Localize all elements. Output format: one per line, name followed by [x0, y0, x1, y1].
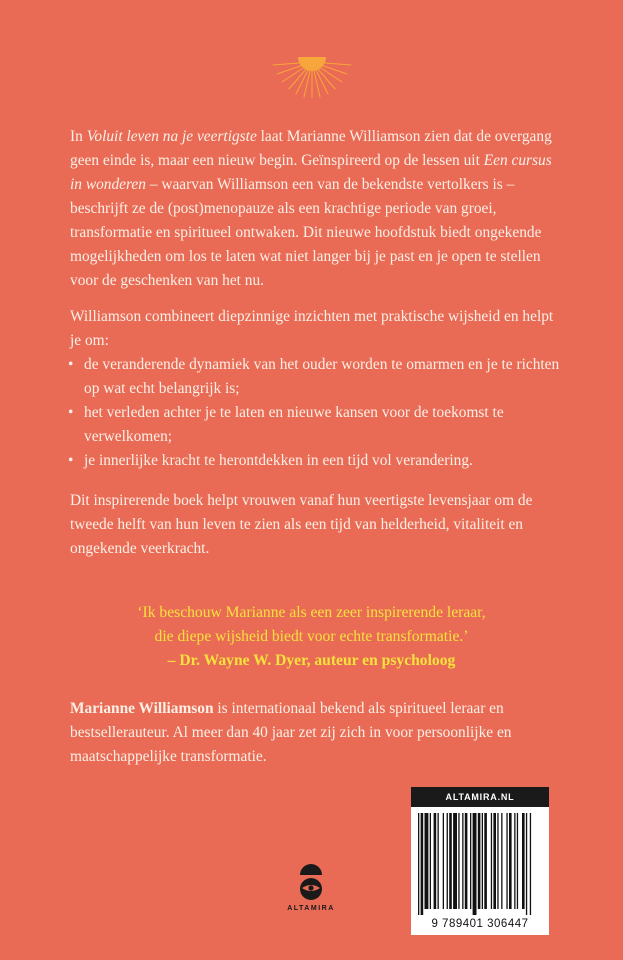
quote-line-1: ‘Ik beschouw Marianne als een zeer inspirerende leraar,: [137, 604, 486, 621]
barcode-bar: [470, 813, 471, 909]
barcode-bar: [526, 813, 527, 915]
list-item: • de veranderende dynamiek van het ouder worden te omarmen en je te richten op wat echt belangrijk is;: [70, 353, 560, 401]
bullet-icon: •: [68, 452, 74, 469]
closing-paragraph: Dit inspirerende boek helpt vrouwen vanaf hun veertigste levensjaar om de tweede helft van hun leven te zien als een tijd van helderheid, vitaliteit en ongekende veerkracht.: [70, 492, 533, 557]
sun-rays-icon: [265, 30, 359, 102]
author-name: Marianne Williamson: [70, 700, 214, 717]
bullet-icon: •: [68, 356, 74, 373]
barcode-bar: [482, 813, 483, 909]
barcode-bar: [491, 813, 492, 909]
barcode-bar: [443, 813, 444, 909]
author-bio-text: is internationaal bekend als spiritueel leraar en bestsellerauteur. Al meer dan 40 jaar zet zij zich in voor persoonlijke en maatschappelijke transformatie.: [70, 700, 512, 765]
barcode-bar: [497, 813, 498, 909]
barcode-bar: [430, 813, 431, 909]
barcode-bar: [438, 813, 439, 909]
intro-in: In: [70, 128, 83, 145]
barcode: [411, 807, 549, 919]
barcode-bar: [447, 813, 448, 909]
quote-line-2: die diepe wijsheid biedt voor echte transformatie.’: [154, 628, 469, 645]
barcode-panel: [411, 787, 549, 935]
barcode-bar: [473, 813, 477, 915]
endorsement-quote: [40, 601, 583, 673]
barcode-bar: [514, 813, 515, 909]
intro-part2: – waarvan Williamson een van de bekendste vertolkers is – beschrijft ze de (post)menopauze als een krachtige periode van groei, transformatie en spiritueel ontwaken. Dit nieuwe hoofdstuk biedt ongekende mogelijkheden om los te laten wat niet langer bij je past en je open te stellen voor de geschenken van het nu.: [70, 176, 542, 289]
barcode-bar: [478, 813, 481, 909]
barcode-bar: [449, 813, 452, 909]
barcode-bar: [501, 813, 502, 909]
bullet-icon: •: [68, 404, 74, 421]
barcode-bar: [509, 813, 512, 909]
book-title: Voluit leven na je veertigste: [86, 128, 257, 145]
barcode-bar: [493, 813, 496, 909]
list-item: • het verleden achter je te laten en nieuwe kansen voor de toekomst te verwelkomen;: [70, 401, 560, 449]
publisher-website: ALTAMIRA.NL: [411, 787, 549, 807]
barcode-bar: [434, 813, 437, 909]
course-title: Een cursus in wonderen: [70, 152, 552, 193]
barcode-bar: [425, 813, 429, 909]
barcode-bar: [465, 813, 468, 909]
barcode-bar: [530, 813, 531, 915]
intro-part1: laat Marianne Williamson zien dat de overgang geen einde is, maar een nieuw begin. Geïnspireerd op de lessen uit: [70, 128, 552, 169]
combines-lead: Williamson combineert diepzinnige inzichten met praktische wijsheid en helpt je om:: [70, 308, 554, 349]
barcode-bar: [453, 813, 457, 909]
barcode-bar: [462, 813, 463, 909]
quote-author: – Dr. Wayne W. Dyer, auteur en psycholoog: [167, 652, 456, 669]
barcode-bar: [421, 813, 424, 915]
barcode-bar: [458, 813, 459, 909]
benefits-list: [70, 353, 560, 473]
barcode-bar: [522, 813, 525, 909]
barcode-bar: [517, 813, 518, 909]
list-item: • je innerlijke kracht te herontdekken in een tijd vol verandering.: [70, 449, 560, 473]
barcode-bar: [506, 813, 507, 909]
barcode-bar: [484, 813, 487, 909]
publisher-name: ALTAMIRA: [287, 905, 335, 912]
isbn-number: 9 789401 306447: [431, 918, 529, 930]
author-bio: [70, 697, 560, 769]
combines-paragraph: [70, 305, 560, 473]
intro-paragraph: [70, 125, 560, 293]
barcode-bar: [418, 813, 419, 915]
